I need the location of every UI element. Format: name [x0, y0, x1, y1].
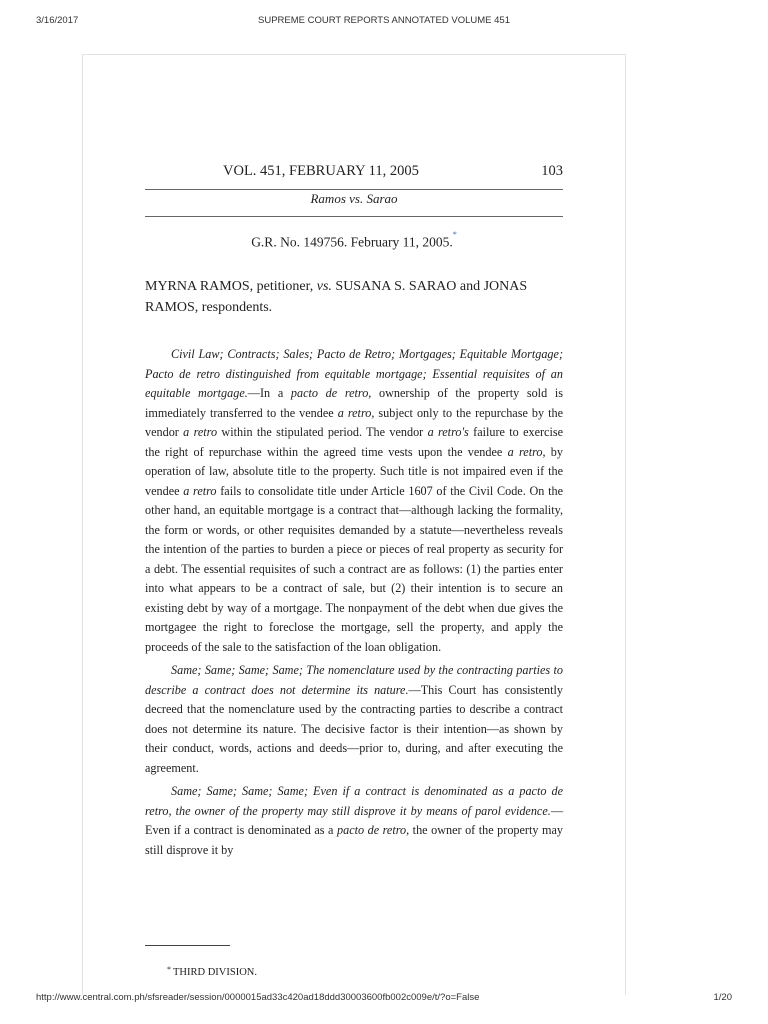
syllabus-text: fails to consolidate title under Article 1607 of the Civil Code. On the other hand, an equitable mortgage is a contract that—although lacking the formality, the form or words, or other requisites demanded by a statute—nevertheless reveals the intention of the parties to burden a piece or pieces of real property as security for a debt. The essential requisites of such a contract are as follows: (1) the parties enter into what appears to be a contract of sale, but (2) their intention is to secure an existing debt by way of a mortgage. The nonpayment of the debt when due gives the mortgagee the right to foreclose the mortgage, sell the property, and apply the proceeds of the sale to the satisfaction of the loan obligation.	[145, 483, 563, 654]
print-date: 3/16/2017	[36, 15, 79, 26]
syllabus-text: , subject only to the repurchase by the vendor	[145, 405, 563, 439]
syllabus	[145, 345, 563, 864]
versus: vs.	[316, 279, 332, 294]
gr-number-text: G.R. No. 149756. February 11, 2005.	[251, 234, 453, 250]
syllabus-text: the owner of the property may still disprove it by	[145, 823, 563, 857]
print-url: http://www.central.com.ph/sfsreader/session/0000015ad33c420ad18ddd30003600fb002c009e/t/?o=False	[36, 992, 480, 1003]
syllabus-italic: a retro	[337, 405, 372, 420]
parties	[145, 276, 563, 318]
volume-line: VOL. 451, FEBRUARY 11, 2005	[223, 163, 419, 179]
syllabus-italic: a retro	[183, 425, 218, 439]
syllabus-paragraph	[145, 661, 563, 778]
page-number: 103	[541, 163, 563, 179]
print-header	[0, 15, 768, 29]
syllabus-text: by operation of law, absolute title to the property. Such title is not impaired even if the vendee	[145, 444, 563, 498]
syllabus-italic: pacto de retro,	[290, 386, 372, 400]
syllabus-heading: Same; Same; Same; Same; The nomenclature used by the contracting parties to describe a contract does not determine its nature.	[145, 663, 563, 697]
header-rule	[145, 189, 563, 190]
syllabus-heading: Civil Law; Contracts; Sales; Pacto de Retro; Mortgages; Equitable Mortgage; Pacto de retro distinguished from equitable mortgage; Essential requisites of an equitable mortgage.	[145, 347, 563, 400]
syllabus-paragraph	[145, 782, 563, 860]
footnote-text: THIRD DIVISION.	[173, 967, 257, 978]
footnote-rule	[145, 945, 230, 946]
case-short-title: Ramos vs. Sarao	[310, 191, 398, 206]
syllabus-text: failure to exercise the right of repurchase within the agreed time vests upon the vendee	[145, 425, 563, 459]
gr-number	[145, 230, 563, 251]
gr-footnote-link[interactable]: *	[452, 230, 457, 239]
footnote-marker: *	[167, 965, 171, 974]
syllabus-italic: a retro,	[507, 444, 546, 459]
document-page	[82, 54, 626, 995]
syllabus-text: —In a	[247, 386, 291, 400]
syllabus-italic: a retro's	[427, 425, 469, 439]
syllabus-text: ownership of the property sold is immediately transferred to the vendee	[145, 386, 563, 420]
syllabus-text: within the stipulated period. The vendor	[217, 425, 428, 439]
syllabus-paragraph	[145, 345, 563, 657]
petitioner: MYRNA RAMOS, petitioner,	[145, 279, 314, 294]
print-page-count: 1/20	[713, 992, 732, 1003]
syllabus-italic: pacto de retro,	[337, 823, 410, 837]
respondents: SUSANA S. SARAO and JONAS RAMOS, respondents.	[145, 279, 528, 315]
syllabus-italic: a retro	[183, 483, 217, 498]
syllabus-heading: Same; Same; Same; Same; Even if a contract is denominated as a pacto de retro, the owner of the property may still disprove it by means of parol evidence.	[145, 784, 563, 818]
header-rule-lower	[145, 216, 563, 217]
syllabus-text: —This Court has consistently decreed that the nomenclature used by the contracting parties to describe a contract does not determine its nature. The decisive factor is their intention—as shown by their conduct, words, actions and deeds—prior to, during, and after executing the agreement.	[145, 682, 563, 775]
syllabus-text: —Even if a contract is denominated as a	[145, 803, 563, 837]
print-title: SUPREME COURT REPORTS ANNOTATED VOLUME 451	[258, 15, 510, 26]
footnote	[167, 967, 257, 978]
print-footer	[0, 992, 768, 1006]
